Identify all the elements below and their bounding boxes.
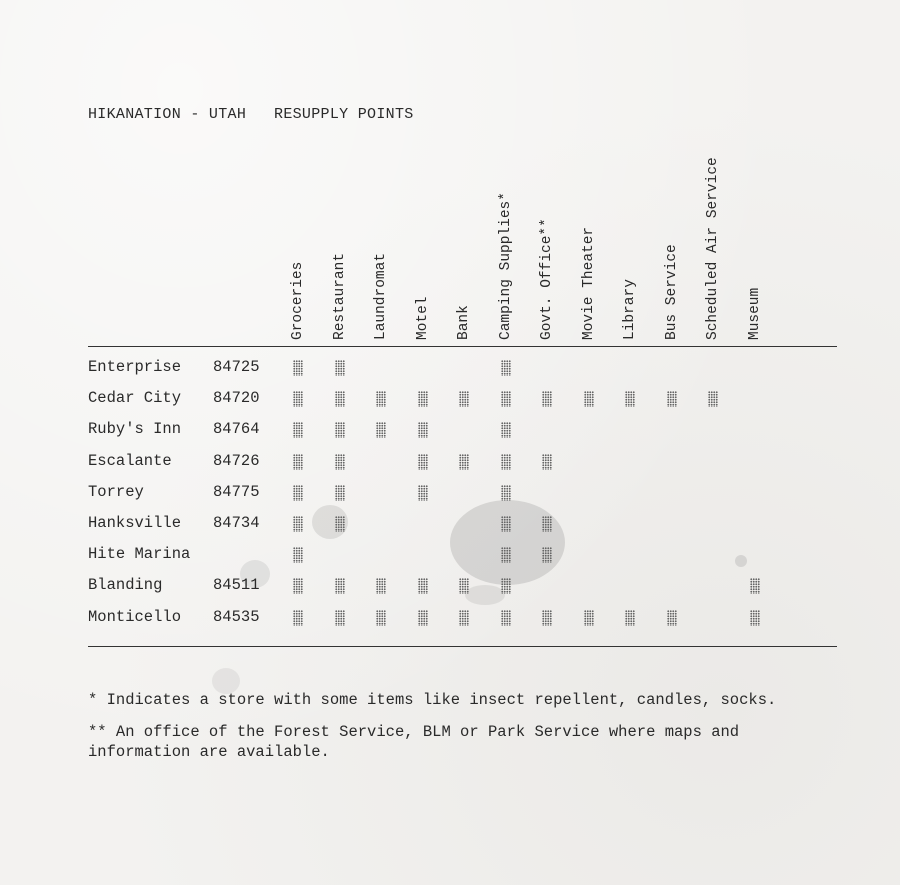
availability-mark	[459, 610, 469, 626]
availability-mark	[293, 547, 303, 563]
availability-mark	[542, 516, 552, 532]
column-header	[332, 252, 354, 340]
town-name: Enterprise	[88, 358, 182, 376]
table-row	[0, 483, 900, 507]
availability-mark	[335, 422, 345, 438]
availability-mark	[335, 485, 345, 501]
table-row	[0, 420, 900, 444]
availability-mark	[293, 610, 303, 626]
availability-mark	[293, 454, 303, 470]
availability-mark	[335, 391, 345, 407]
column-header-label: Laundromat	[373, 252, 389, 340]
availability-mark	[376, 610, 386, 626]
town-name: Torrey	[88, 482, 144, 501]
column-header-label: Govt. Office**	[539, 218, 555, 340]
table-row	[0, 608, 900, 632]
availability-mark	[293, 391, 303, 407]
zip-code: 84775	[213, 482, 260, 501]
availability-mark	[501, 485, 511, 501]
availability-mark	[501, 391, 511, 407]
availability-mark	[335, 454, 345, 470]
availability-mark	[750, 610, 760, 626]
column-header	[290, 261, 312, 340]
availability-mark	[584, 610, 594, 626]
availability-mark	[335, 516, 345, 532]
availability-mark	[418, 391, 428, 407]
availability-mark	[418, 578, 428, 594]
table-row	[0, 576, 900, 600]
footnote-single: * Indicates a store with some items like insect repellent, candles, socks.	[88, 691, 777, 709]
zip-code: 84511	[213, 576, 260, 595]
column-header-label: Motel	[415, 296, 431, 340]
availability-mark	[542, 610, 552, 626]
column-header-label: Bank	[456, 305, 472, 340]
column-header	[581, 226, 603, 340]
zip-code: 84734	[213, 514, 260, 532]
availability-mark	[542, 391, 552, 407]
zip-code: 84725	[213, 358, 260, 376]
availability-mark	[625, 391, 635, 407]
availability-mark	[335, 360, 345, 376]
availability-mark	[501, 610, 511, 626]
availability-mark	[376, 578, 386, 594]
availability-mark	[667, 391, 677, 407]
column-header	[622, 279, 644, 340]
availability-mark	[542, 454, 552, 470]
column-header	[539, 218, 561, 340]
availability-mark	[667, 610, 677, 626]
availability-mark	[708, 391, 718, 407]
column-header-label: Scheduled Air Service	[705, 157, 721, 340]
zip-code: 84726	[213, 451, 260, 470]
column-header	[747, 287, 769, 340]
availability-mark	[501, 578, 511, 594]
availability-mark	[625, 610, 635, 626]
availability-mark	[584, 391, 594, 407]
availability-mark	[501, 547, 511, 563]
table-row	[0, 452, 900, 476]
town-name: Ruby's Inn	[88, 420, 182, 439]
footnote-double-line1: ** An office of the Forest Service, BLM or Park Service where maps and	[88, 723, 740, 741]
town-name: Blanding	[88, 576, 163, 595]
availability-mark	[293, 360, 303, 376]
table-row	[0, 358, 900, 382]
footnote-double-line2: information are available.	[88, 743, 330, 761]
column-header	[373, 252, 395, 340]
availability-mark	[335, 578, 345, 594]
availability-mark	[459, 578, 469, 594]
availability-mark	[418, 485, 428, 501]
availability-mark	[335, 610, 345, 626]
stain	[450, 500, 565, 585]
availability-mark	[459, 454, 469, 470]
bottom-rule	[88, 646, 837, 647]
column-header-label: Movie Theater	[581, 226, 597, 340]
table-row	[0, 514, 900, 538]
column-header	[664, 244, 686, 340]
column-header-label: Bus Service	[664, 244, 680, 340]
availability-mark	[501, 360, 511, 376]
availability-mark	[501, 422, 511, 438]
town-name: Hite Marina	[88, 545, 191, 564]
table-row	[0, 545, 900, 569]
zip-code: 84764	[213, 420, 260, 439]
availability-mark	[418, 422, 428, 438]
column-header-label: Groceries	[290, 261, 306, 340]
availability-mark	[293, 422, 303, 438]
table-row	[0, 389, 900, 413]
availability-mark	[501, 454, 511, 470]
availability-mark	[418, 610, 428, 626]
column-header-label: Camping Supplies*	[498, 192, 514, 340]
column-header	[705, 157, 727, 340]
availability-mark	[418, 454, 428, 470]
availability-mark	[501, 516, 511, 532]
town-name: Cedar City	[88, 389, 182, 408]
availability-mark	[376, 422, 386, 438]
zip-code: 84535	[213, 607, 260, 626]
town-name: Monticello	[88, 607, 182, 626]
column-header	[415, 296, 437, 340]
top-rule	[88, 346, 837, 347]
column-header	[456, 305, 478, 340]
town-name: Hanksville	[88, 514, 182, 532]
column-header-label: Restaurant	[332, 252, 348, 340]
availability-mark	[459, 391, 469, 407]
availability-mark	[293, 516, 303, 532]
column-header-label: Library	[622, 279, 638, 340]
availability-mark	[376, 391, 386, 407]
availability-mark	[293, 578, 303, 594]
availability-mark	[750, 578, 760, 594]
column-header-label: Museum	[747, 287, 763, 340]
town-name: Escalante	[88, 451, 172, 470]
page-title: HIKANATION - UTAH RESUPPLY POINTS	[88, 106, 414, 123]
availability-mark	[293, 485, 303, 501]
zip-code: 84720	[213, 389, 260, 408]
column-header	[498, 192, 520, 340]
availability-mark	[542, 547, 552, 563]
